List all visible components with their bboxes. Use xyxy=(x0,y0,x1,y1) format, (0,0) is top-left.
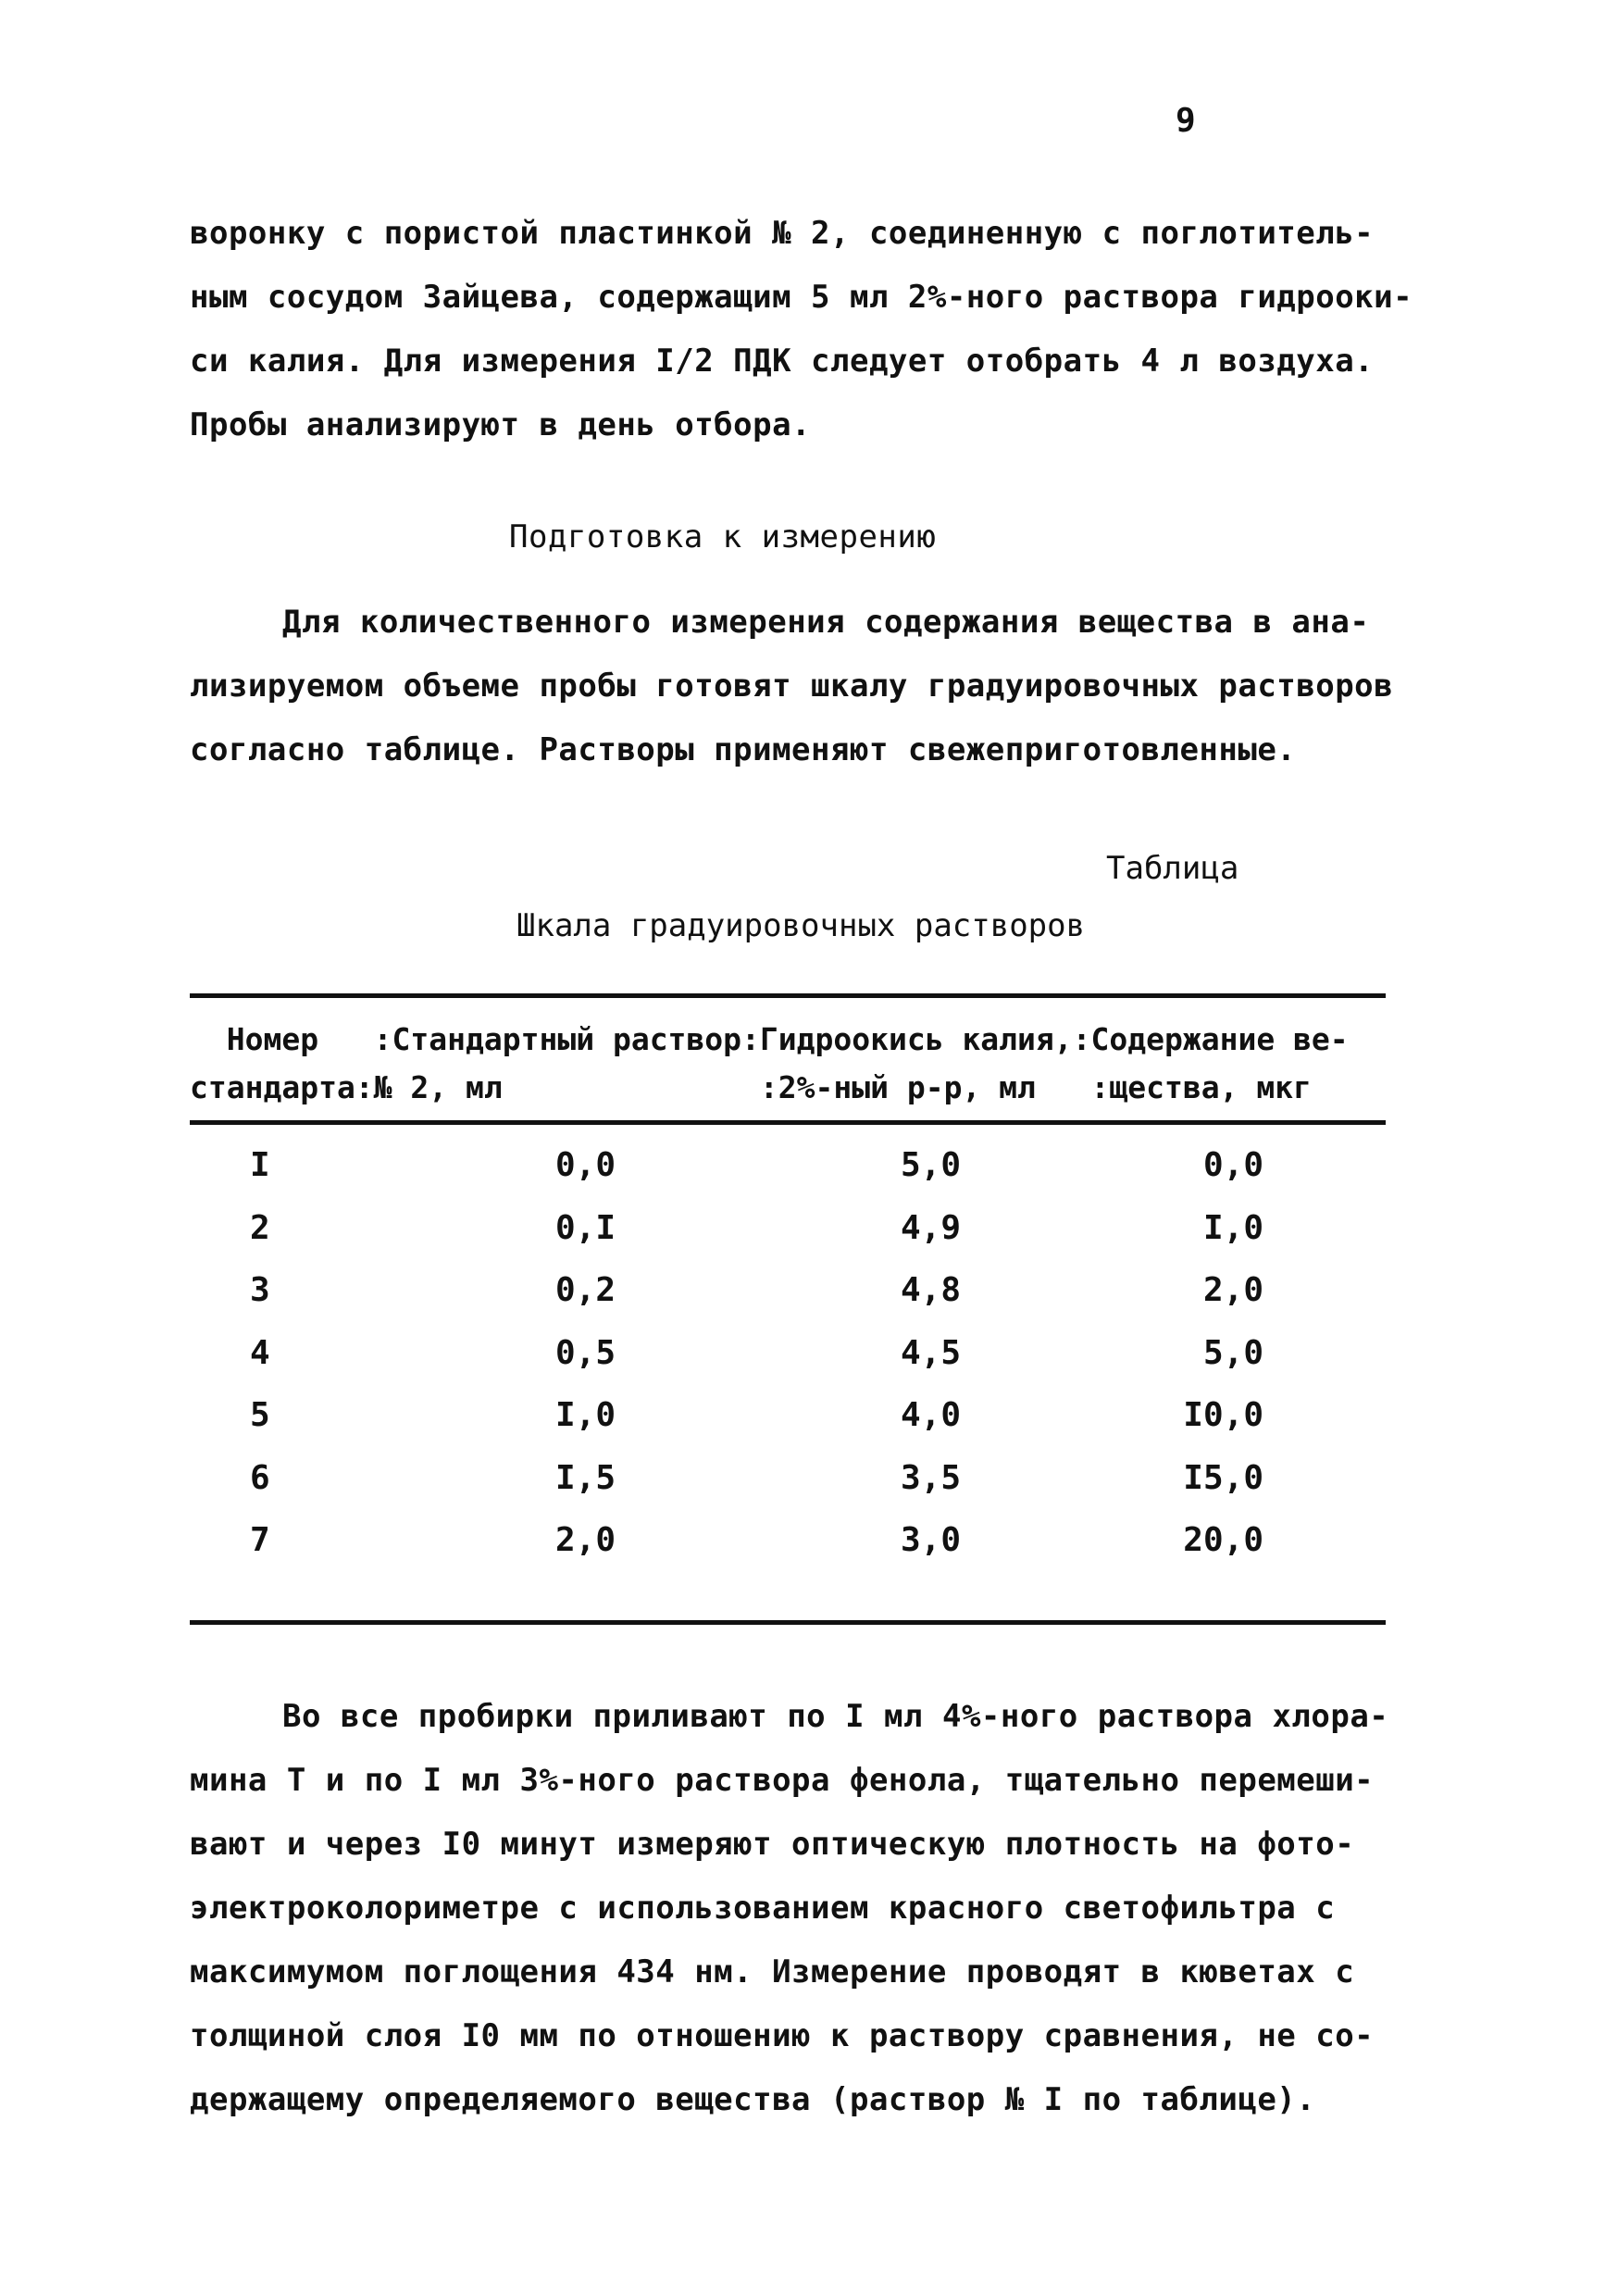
text-line: Для количественного измерения содержания вещества в ана- xyxy=(282,604,1370,641)
text-line: согласно таблице. Растворы применяют свежеприготовленные. xyxy=(190,731,1297,768)
standard-number-cell: 7 xyxy=(250,1521,270,1559)
standard-number-cell: 2 xyxy=(250,1208,270,1247)
table-row xyxy=(190,1325,1386,1388)
substance-content-cell: I,0 xyxy=(1202,1208,1263,1247)
text-line: электроколориметре с использованием красного светофильтра с xyxy=(190,1890,1336,1927)
standard-number-cell: 4 xyxy=(250,1333,270,1372)
text-line: Во все пробирки приливают по I мл 4%-ного раствора хлора- xyxy=(282,1698,1389,1735)
table-top-rule xyxy=(190,993,1386,998)
table-header-rule xyxy=(190,1120,1386,1125)
text-line: ным сосудом Зайцева, содержащим 5 мл 2%-ного раствора гидрооки- xyxy=(190,279,1413,316)
table-row xyxy=(190,1450,1386,1513)
substance-content-cell: I0,0 xyxy=(1183,1396,1263,1434)
standard-number-cell: 5 xyxy=(250,1396,270,1434)
section-heading: Подготовка к измерению xyxy=(509,518,937,555)
potassium-hydroxide-cell: 4,8 xyxy=(901,1271,962,1309)
paragraph-preparation xyxy=(190,591,1393,782)
substance-content-cell: 2,0 xyxy=(1202,1271,1263,1309)
standard-solution-cell: 0,0 xyxy=(555,1146,616,1184)
substance-content-cell: 0,0 xyxy=(1202,1146,1263,1184)
standard-number-cell: 6 xyxy=(250,1458,270,1497)
standard-number-cell: I xyxy=(250,1146,270,1184)
text-line: вают и через I0 минут измеряют оптическую плотность на фото- xyxy=(190,1826,1355,1863)
page-number: 9 xyxy=(1176,102,1196,140)
text-line: держащему определяемого вещества (раствор № I по таблице). xyxy=(190,2081,1316,2118)
table-label: Таблица xyxy=(1106,850,1239,887)
table-row xyxy=(190,1387,1386,1450)
potassium-hydroxide-cell: 5,0 xyxy=(901,1146,962,1184)
text-line: максимумом поглощения 434 нм. Измерение проводят в кюветах с xyxy=(190,1953,1355,1990)
substance-content-cell: I5,0 xyxy=(1183,1458,1263,1497)
table-row xyxy=(190,1262,1386,1325)
table-header-line: стандарта:№ 2, мл :2%-ный р-р, мл :щества, мкг xyxy=(190,1069,1312,1105)
standard-solution-cell: 2,0 xyxy=(555,1521,616,1559)
text-line: Пробы анализируют в день отбора. xyxy=(190,406,812,443)
standard-solution-cell: I,0 xyxy=(555,1396,616,1434)
text-line: си калия. Для измерения I/2 ПДК следует отобрать 4 л воздуха. xyxy=(190,343,1375,380)
potassium-hydroxide-cell: 4,0 xyxy=(901,1396,962,1434)
table-header-line: Номер :Стандартный раствор:Гидроокись калия,:Содержание ве- xyxy=(190,1021,1349,1057)
standard-solution-cell: I,5 xyxy=(555,1458,616,1497)
table-header xyxy=(190,1016,1386,1112)
table-body xyxy=(190,1137,1386,1575)
standard-solution-cell: 0,5 xyxy=(555,1333,616,1372)
text-line: мина Т и по I мл 3%-ного раствора фенола, тщательно перемеши- xyxy=(190,1762,1375,1799)
standard-number-cell: 3 xyxy=(250,1271,270,1309)
potassium-hydroxide-cell: 3,0 xyxy=(901,1521,962,1559)
potassium-hydroxide-cell: 4,9 xyxy=(901,1208,962,1247)
substance-content-cell: 5,0 xyxy=(1202,1333,1263,1372)
paragraph-sampling xyxy=(190,202,1413,457)
potassium-hydroxide-cell: 4,5 xyxy=(901,1333,962,1372)
standard-solution-cell: 0,I xyxy=(555,1208,616,1247)
table-row xyxy=(190,1200,1386,1263)
text-line: лизируемом объеме пробы готовят шкалу градуировочных растворов xyxy=(190,668,1394,705)
substance-content-cell: 20,0 xyxy=(1183,1521,1263,1559)
table-title: Шкала градуировочных растворов xyxy=(517,907,1086,944)
text-line: воронку с пористой пластинкой № 2, соединенную с поглотитель- xyxy=(190,215,1375,252)
table-bottom-rule xyxy=(190,1620,1386,1625)
text-line: толщиной слоя I0 мм по отношению к раствору сравнения, не со- xyxy=(190,2017,1375,2054)
paragraph-measurement xyxy=(190,1685,1393,2132)
standard-solution-cell: 0,2 xyxy=(555,1271,616,1309)
potassium-hydroxide-cell: 3,5 xyxy=(901,1458,962,1497)
table-row xyxy=(190,1512,1386,1575)
table-row xyxy=(190,1137,1386,1200)
